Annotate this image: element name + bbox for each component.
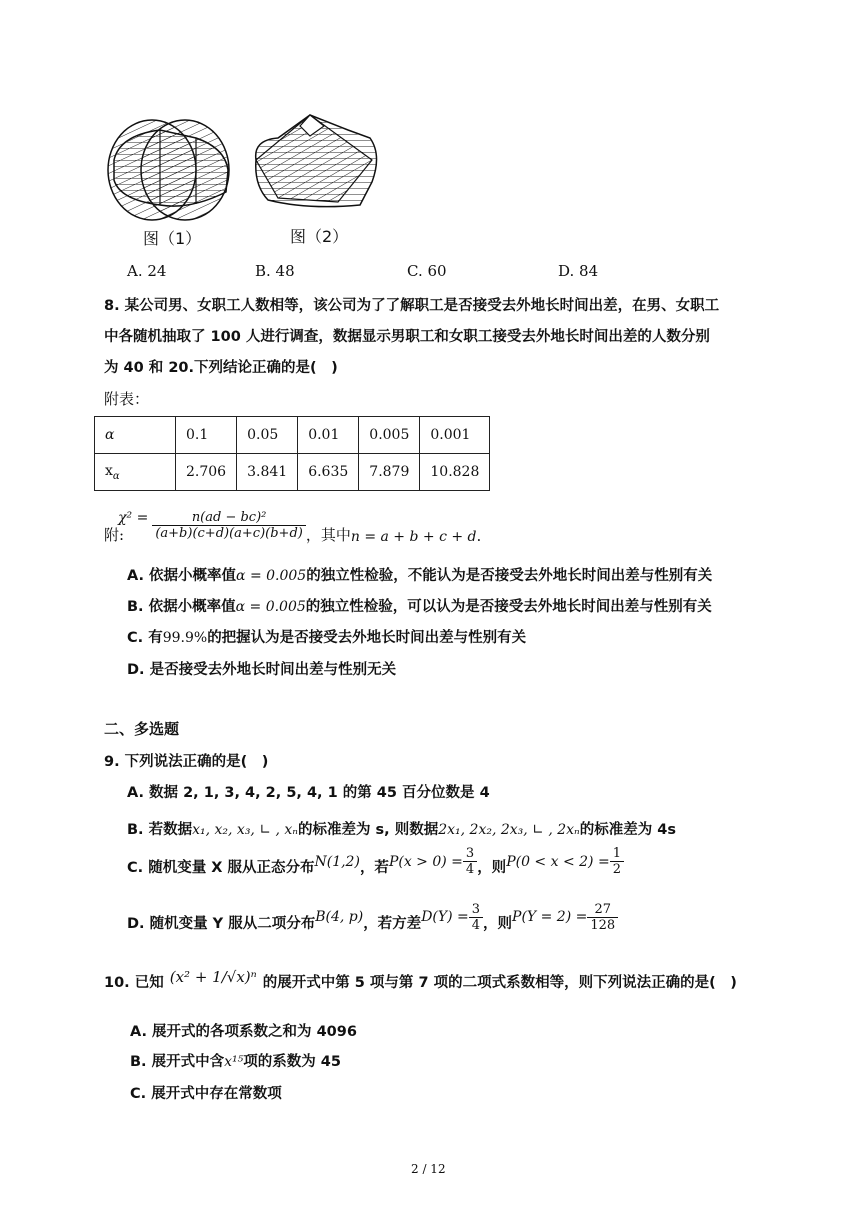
q9-option-c-p1: P(x > 0) = [388, 853, 463, 870]
formula-denominator: (a+b)(c+d)(a+c)(b+d) [155, 525, 303, 541]
q10-stem-post: 的展开式中第 5 项与第 7 项的二项式系数相等，则下列说法正确的是( ) [262, 975, 737, 991]
formula-prefix: 附: [104, 526, 125, 544]
frac-denominator: 4 [465, 862, 475, 877]
q8-option-c [127, 626, 526, 647]
q7-option-a: A. 24 [127, 262, 167, 280]
figure-2-label: 图（2） [290, 227, 349, 246]
table-cell: 0.1 [176, 417, 237, 454]
q8-option-b-post: 的独立性检验，可以认为是否接受去外地长时间出差与性别有关 [305, 599, 712, 615]
q7-option-b: B. 48 [255, 262, 295, 280]
q10-stem-pre: 10. 已知 [104, 975, 164, 991]
q8-option-d: D. 是否接受去外地长时间出差与性别无关 [127, 662, 397, 678]
q9-option-c-p2: P(0 < x < 2) = [506, 853, 610, 870]
formula-numerator: n(ad − bc)² [152, 510, 306, 526]
frac-numerator: 3 [469, 902, 483, 918]
table-row [95, 454, 490, 491]
q7-option-c: C. 60 [407, 262, 447, 280]
q10-option-b-post: 项的系数为 45 [243, 1054, 341, 1070]
q10-option-b-pre: B. 展开式中含 [130, 1054, 225, 1070]
q9-option-d-p: P(Y = 2) = [512, 908, 588, 925]
q9-option-c-then: ，则 [477, 860, 507, 876]
section-heading: 二、多选题 [104, 720, 180, 738]
q10-stem [104, 968, 737, 992]
q8-option-c-post: 的把握认为是否接受去外地长时间出差与性别有关 [207, 630, 527, 646]
q9-option-d-dist: B(4, p) [315, 908, 364, 925]
q9-option-c-dist: N(1,2) [314, 853, 360, 870]
figure-1-solid [100, 100, 240, 225]
q8-table-label: 附表： [104, 390, 150, 408]
q10-expression: (x² + 1/√x)ⁿ [169, 968, 257, 986]
q9-option-a: A. 数据 2, 1, 3, 4, 2, 5, 4, 1 的第 45 百分位数是 4 [127, 785, 490, 801]
q8-option-b [127, 595, 712, 616]
q8-option-a [127, 564, 712, 585]
x-alpha-subscript: α [112, 470, 120, 482]
q8-stem-line3: 为 40 和 20.下列结论正确的是( ) [104, 360, 338, 376]
q10-option-a: A. 展开式的各项系数之和为 4096 [130, 1024, 357, 1040]
q9-stem: 9. 下列说法正确的是( ) [104, 754, 269, 770]
q8-option-a-math: α = 0.005 [236, 568, 307, 584]
q10-option-b [130, 1050, 341, 1071]
q8-option-b-pre: B. 依据小概率值 [127, 599, 236, 615]
q9-option-c-frac2 [610, 846, 624, 877]
table-cell: 0.001 [420, 417, 490, 454]
q9-option-d-then: ，则 [483, 916, 513, 932]
frac-denominator: 4 [471, 918, 481, 933]
table-cell: 6.635 [298, 454, 359, 491]
table-cell: 3.841 [237, 454, 298, 491]
page-number: 2 / 12 [411, 1162, 446, 1176]
figure-2-solid [248, 110, 388, 215]
table-cell: α [95, 417, 176, 454]
q9-option-d-if: ，若方差 [363, 916, 422, 932]
q9-option-d [127, 902, 618, 933]
table-cell: 2.706 [176, 454, 237, 491]
q10-option-c: C. 展开式中存在常数项 [130, 1086, 282, 1102]
q9-option-b-pre: B. 若数据 [127, 822, 193, 838]
table-cell: 0.01 [298, 417, 359, 454]
frac-numerator: 3 [463, 846, 477, 862]
q8-option-a-pre: A. 依据小概率值 [127, 568, 237, 584]
q8-option-c-math: 99.9% [162, 630, 208, 646]
formula-lhs: χ² = [118, 510, 149, 526]
q9-option-c-pre: C. 随机变量 X 服从正态分布 [127, 860, 315, 876]
formula-fraction [152, 510, 306, 541]
q8-option-c-pre: C. 有 [127, 630, 163, 646]
q9-option-b [127, 818, 676, 839]
q10-option-b-math: x¹⁵ [224, 1054, 244, 1070]
q9-option-b-mid: 的标准差为 s, 则数据 [297, 822, 439, 838]
x-alpha-symbol: x [105, 462, 113, 479]
q7-option-d: D. 84 [558, 262, 599, 280]
table-cell: 0.05 [237, 417, 298, 454]
formula-n: n = a + b + c + d [350, 529, 477, 545]
table-cell: 0.005 [359, 417, 420, 454]
q9-option-b-2xs: 2x₁, 2x₂, 2x₃, ∟ , 2xₙ [438, 822, 580, 838]
formula-end: . [476, 527, 482, 545]
critical-value-table [94, 416, 490, 491]
table-cell: 10.828 [420, 454, 490, 491]
q9-option-b-post: 的标准差为 4s [579, 822, 677, 838]
frac-numerator: 1 [610, 846, 624, 862]
table-cell: 7.879 [359, 454, 420, 491]
q9-option-c [127, 846, 624, 877]
q9-option-b-xs: x₁, x₂, x₃, ∟ , xₙ [192, 822, 298, 838]
frac-denominator: 128 [590, 918, 616, 933]
q8-stem-line1: 8. 某公司男、女职工人数相等，该公司为了了解职工是否接受去外地长时间出差，在男、女职工 [104, 298, 720, 314]
chi-square-formula [104, 503, 481, 547]
figure-1-label: 图（1） [143, 229, 202, 248]
q9-option-d-var: D(Y) = [421, 908, 469, 925]
q9-option-d-frac2 [587, 902, 618, 933]
table-row [95, 417, 490, 454]
q9-option-c-if: ，若 [359, 860, 389, 876]
q9-option-d-frac1 [469, 902, 483, 933]
q9-option-d-pre: D. 随机变量 Y 服从二项分布 [127, 916, 316, 932]
frac-denominator: 2 [612, 862, 621, 877]
q8-stem-line2: 中各随机抽取了 100 人进行调查，数据显示男职工和女职工接受去外地长时间出差的人数分别 [104, 329, 710, 345]
formula-suffix: ，其中 [305, 526, 351, 544]
q8-option-b-math: α = 0.005 [235, 599, 306, 615]
q8-option-a-post: 的独立性检验，不能认为是否接受去外地长时间出差与性别有关 [306, 568, 713, 584]
table-cell [95, 454, 176, 491]
q9-option-c-frac1 [463, 846, 477, 877]
frac-numerator: 27 [587, 902, 618, 918]
